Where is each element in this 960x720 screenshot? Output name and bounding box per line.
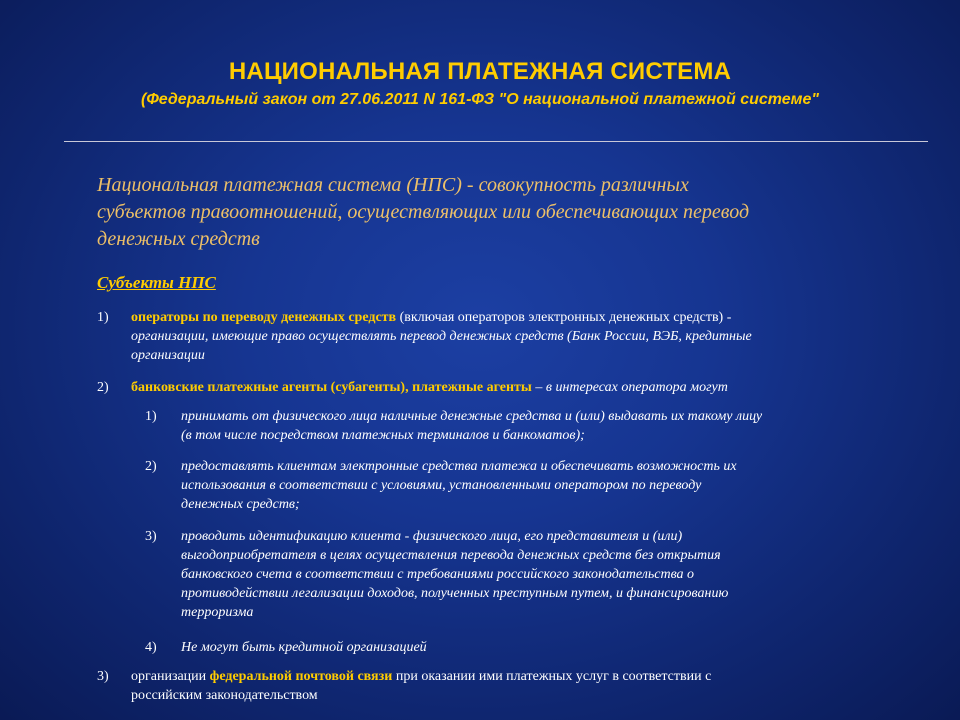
divider-line xyxy=(64,141,928,142)
item-text: (включая операторов электронных денежных средств) - xyxy=(396,310,732,325)
sub-item-text: Не могут быть кредитной организацией xyxy=(181,640,427,655)
sub-item-text: принимать от физического лица наличные денежные средства и (или) выдавать их такому лицу xyxy=(181,409,763,424)
item-text: организации xyxy=(131,348,205,363)
item-text: при оказании ими платежных услуг в соответствии с xyxy=(392,669,712,684)
sub-item-number: 2) xyxy=(145,459,157,474)
item-highlight: операторы по переводу денежных средств xyxy=(131,310,397,325)
sub-item-text: противодействии легализации доходов, полученных преступным путем, и финансированию xyxy=(181,586,729,601)
definition-line: Национальная платежная система (НПС) - совокупность различных xyxy=(97,174,689,196)
item-number: 1) xyxy=(97,310,109,325)
item-number: 3) xyxy=(97,669,109,684)
definition-text xyxy=(97,172,897,253)
sub-item-text: терроризма xyxy=(181,605,254,620)
item-text: организации xyxy=(131,669,210,684)
slide-title: НАЦИОНАЛЬНАЯ ПЛАТЕЖНАЯ СИСТЕМА xyxy=(228,58,732,85)
slide-subtitle: (Федеральный закон от 27.06.2011 N 161-ФЗ "О национальной платежной системе" xyxy=(140,91,819,108)
item-number: 2) xyxy=(97,380,109,395)
subjects-heading: Субъекты НПС xyxy=(97,273,216,292)
sub-item-text: выгодоприобретателя в целях осуществления перевода денежных средств без открытия xyxy=(181,548,721,563)
sub-item-text: банковского счета в соответствии с требованиями российского законодательства о xyxy=(181,567,695,582)
item-text: российским законодательством xyxy=(131,688,318,703)
sub-item-number: 3) xyxy=(145,529,157,544)
sub-item-text: использования в соответствии с условиями, установленными оператором по переводу xyxy=(181,478,702,493)
sub-item-text: предоставлять клиентам электронные средства платежа и обеспечивать возможность их xyxy=(181,459,737,474)
definition-line: субъектов правоотношений, осуществляющих или обеспечивающих перевод xyxy=(97,201,750,223)
definition-line: денежных средств xyxy=(97,228,260,250)
item-highlight: банковские платежные агенты (субагенты), платежные агенты xyxy=(131,380,532,395)
item-text: организации, имеющие право осуществлять перевод денежных средств (Банк России, ВЭБ, кредитные xyxy=(131,329,752,344)
sub-item-text: проводить идентификацию клиента - физического лица, его представителя и (или) xyxy=(181,529,683,544)
item-highlight: федеральной почтовой связи xyxy=(209,669,393,684)
sub-item-text: (в том числе посредством платежных терминалов и банкоматов); xyxy=(181,428,585,443)
sub-item-text: денежных средств; xyxy=(181,497,300,512)
sub-item-number: 4) xyxy=(145,640,157,655)
item-text: – в интересах оператора могут xyxy=(531,380,728,395)
sub-item-number: 1) xyxy=(145,409,157,424)
